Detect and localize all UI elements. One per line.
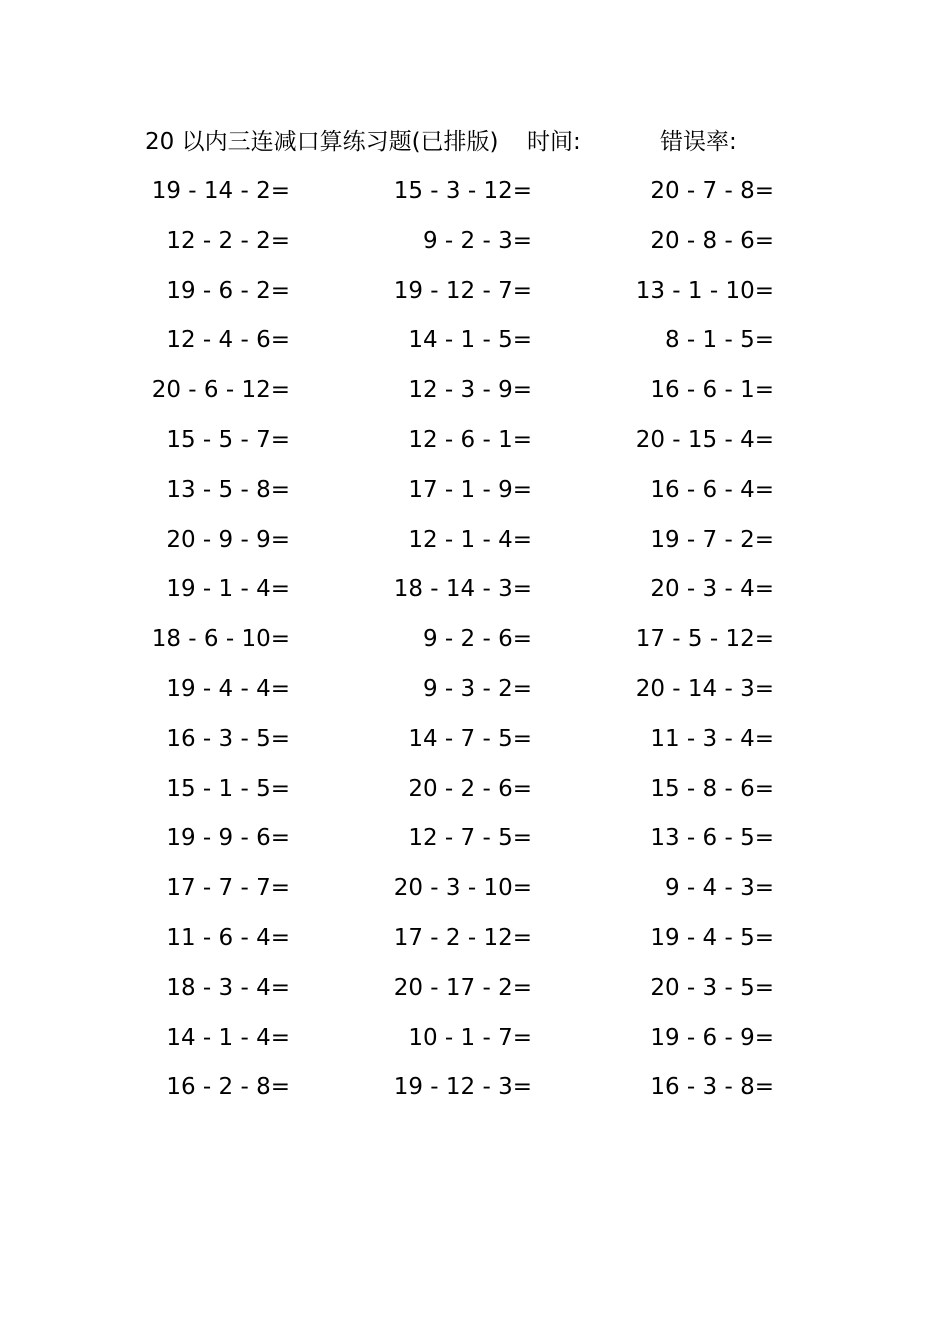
- problem-item: 15 - 1 - 5=: [166, 775, 290, 802]
- problem-item: 17 - 2 - 12=: [393, 924, 532, 951]
- problem-row: [0, 271, 950, 321]
- problem-item: 10 - 1 - 7=: [408, 1024, 532, 1051]
- problem-item: 11 - 6 - 4=: [166, 924, 290, 951]
- problem-item: 18 - 3 - 4=: [166, 974, 290, 1001]
- problem-row: [0, 221, 950, 271]
- problem-item: 19 - 4 - 5=: [650, 924, 774, 951]
- problem-item: 8 - 1 - 5=: [664, 327, 774, 354]
- problem-row: [0, 968, 950, 1018]
- problem-item: 20 - 6 - 12=: [151, 377, 290, 404]
- problem-item: 14 - 7 - 5=: [408, 725, 532, 752]
- problem-item: 13 - 5 - 8=: [166, 476, 290, 503]
- problem-item: 20 - 7 - 8=: [650, 178, 774, 204]
- problem-item: 9 - 4 - 3=: [664, 875, 774, 902]
- problem-item: 12 - 7 - 5=: [408, 825, 532, 852]
- problem-item: 9 - 2 - 3=: [422, 227, 532, 254]
- problem-item: 20 - 14 - 3=: [635, 675, 774, 702]
- problem-item: 19 - 6 - 9=: [650, 1024, 774, 1051]
- problem-item: 9 - 3 - 2=: [422, 675, 532, 702]
- problem-item: 19 - 12 - 3=: [393, 1074, 532, 1101]
- worksheet-title: 20 以内三连减口算练习题(已排版): [145, 129, 499, 155]
- problem-item: 19 - 9 - 6=: [166, 825, 290, 852]
- problem-item: 14 - 1 - 5=: [408, 327, 532, 354]
- problem-item: 16 - 3 - 8=: [650, 1074, 774, 1101]
- problem-item: 12 - 1 - 4=: [408, 526, 532, 553]
- problem-item: 17 - 5 - 12=: [635, 626, 774, 653]
- problem-item: 17 - 1 - 9=: [408, 476, 532, 503]
- problem-item: 12 - 2 - 2=: [166, 227, 290, 254]
- problem-row: [0, 420, 950, 470]
- problem-item: 20 - 17 - 2=: [393, 974, 532, 1001]
- problem-row: [0, 619, 950, 669]
- problem-item: 18 - 14 - 3=: [393, 576, 532, 603]
- problem-row: [0, 1018, 950, 1068]
- problem-item: 16 - 3 - 5=: [166, 725, 290, 752]
- problem-item: 16 - 6 - 1=: [650, 377, 774, 404]
- problem-row: [0, 918, 950, 968]
- problem-row: [0, 719, 950, 769]
- problem-row: [0, 818, 950, 868]
- problem-row: [0, 569, 950, 619]
- problem-item: 20 - 3 - 4=: [650, 576, 774, 603]
- problem-item: 20 - 9 - 9=: [166, 526, 290, 553]
- problem-item: 13 - 6 - 5=: [650, 825, 774, 852]
- problem-item: 17 - 7 - 7=: [166, 875, 290, 902]
- problem-item: 19 - 12 - 7=: [393, 277, 532, 304]
- problem-item: 19 - 6 - 2=: [166, 277, 290, 304]
- problem-row: [0, 520, 950, 570]
- problem-row: [0, 171, 950, 221]
- problem-item: 19 - 4 - 4=: [166, 675, 290, 702]
- problem-item: 20 - 8 - 6=: [650, 227, 774, 254]
- problem-item: 20 - 3 - 5=: [650, 974, 774, 1001]
- problem-item: 20 - 15 - 4=: [635, 426, 774, 453]
- error-rate-label: 错误率:: [660, 129, 737, 155]
- problem-item: 20 - 3 - 10=: [393, 875, 532, 902]
- problem-item: 12 - 3 - 9=: [408, 377, 532, 404]
- problem-item: 19 - 1 - 4=: [166, 576, 290, 603]
- problem-item: 19 - 14 - 2=: [151, 178, 290, 204]
- worksheet-header: [0, 122, 950, 162]
- problem-item: 11 - 3 - 4=: [650, 725, 774, 752]
- problem-item: 18 - 6 - 10=: [151, 626, 290, 653]
- time-label: 时间:: [527, 129, 581, 155]
- problem-item: 16 - 2 - 8=: [166, 1074, 290, 1101]
- problem-item: 13 - 1 - 10=: [635, 277, 774, 304]
- problem-item: 12 - 4 - 6=: [166, 327, 290, 354]
- problem-item: 15 - 8 - 6=: [650, 775, 774, 802]
- problem-row: [0, 370, 950, 420]
- problem-row: [0, 320, 950, 370]
- problem-item: 14 - 1 - 4=: [166, 1024, 290, 1051]
- problem-row: [0, 1067, 950, 1117]
- problem-row: [0, 868, 950, 918]
- problem-item: 9 - 2 - 6=: [422, 626, 532, 653]
- problem-grid: [0, 171, 950, 1117]
- problem-item: 19 - 7 - 2=: [650, 526, 774, 553]
- problem-item: 12 - 6 - 1=: [408, 426, 532, 453]
- problem-item: 16 - 6 - 4=: [650, 476, 774, 503]
- problem-row: [0, 669, 950, 719]
- problem-row: [0, 470, 950, 520]
- problem-row: [0, 769, 950, 819]
- problem-item: 20 - 2 - 6=: [408, 775, 532, 802]
- problem-item: 15 - 5 - 7=: [166, 426, 290, 453]
- problem-item: 15 - 3 - 12=: [393, 178, 532, 204]
